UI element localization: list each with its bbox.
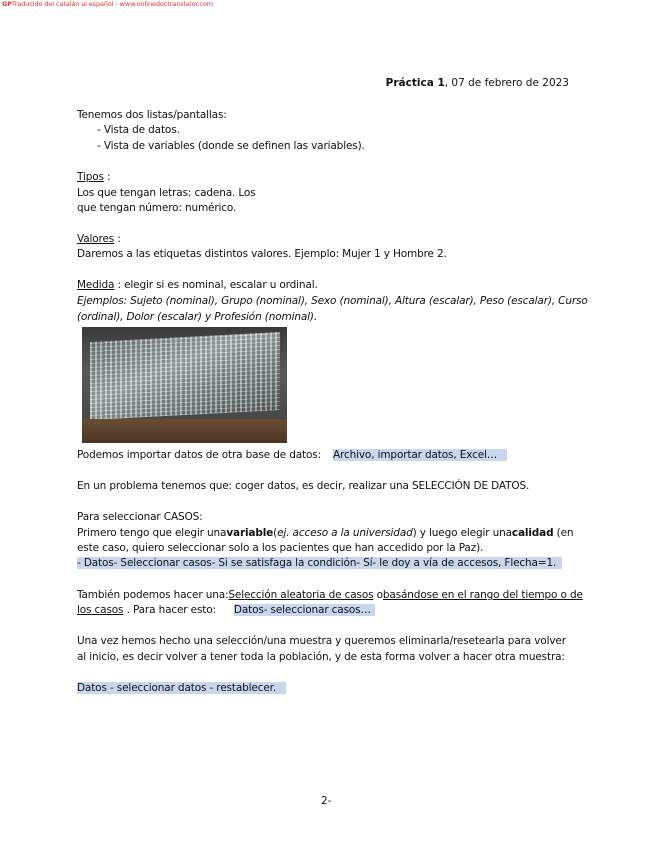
aleatoria-line: También podemos hacer una:Selección aleatoria de casos obasándose en el rango del tiempo o de [77, 589, 583, 601]
tipos-text: Los que tengan letras: cadena. Los [77, 187, 256, 199]
seleccion-line: En un problema tenemos que: coger datos, es decir, realizar una SELECCIÓN DE DATOS. [77, 480, 530, 492]
reset-steps: Datos - seleccionar datos - restablecer. [77, 682, 286, 694]
casos-steps: - Datos- Seleccionar casos- Si se satisfaga la condición- Sí- le doy a vía de accesos, Flecha=1. [77, 557, 562, 569]
import-line: Podemos importar datos de otra base de datos: Archivo, importar datos, Excel… [77, 449, 507, 461]
tipos-text: que tengan número: numérico. [77, 202, 237, 214]
import-highlight: Archivo, importar datos, Excel… [333, 449, 498, 461]
page-number: 2- [321, 795, 332, 807]
reset-line: Una vez hemos hecho una selección/una muestra y queremos eliminarla/resetearla para volver [77, 635, 566, 647]
casos-line: Primero tengo que elegir unavariable(ej. acceso a la universidad) y luego elegir unacalidad (en [77, 527, 574, 539]
translator-logo: GP [2, 0, 12, 8]
casos-heading: Para seleccionar CASOS: [77, 511, 203, 523]
photo-screen-content [90, 332, 280, 420]
intro-line: Tenemos dos listas/pantallas: [77, 109, 227, 121]
medida-heading: Medida : elegir si es nominal, escalar u ordinal. [77, 279, 318, 291]
tipos-heading: Tipos : [77, 171, 111, 183]
aleatoria-highlight: Datos- seleccionar casos… [233, 604, 371, 616]
document-date: Práctica 1, 07 de febrero de 2023 [385, 77, 569, 89]
translator-watermark [2, 0, 213, 8]
medida-example: Ejemplos: Sujeto (nominal), Grupo (nominal), Sexo (nominal), Altura (escalar), Peso (escalar), Curso [77, 295, 588, 307]
intro-item: - Vista de variables (donde se definen las variables). [97, 140, 365, 152]
aleatoria-line: los casos . Para hacer esto: Datos- seleccionar casos… [77, 604, 375, 616]
medida-example: (ordinal), Dolor (escalar) y Profesión (nominal). [77, 311, 318, 323]
intro-item: - Vista de datos. [97, 124, 180, 136]
casos-line: este caso, quiero seleccionar solo a los pacientes que han accedido por la Paz). [77, 542, 484, 554]
photo-desk [82, 419, 287, 443]
valores-text: Daremos a las etiquetas distintos valores. Ejemplo: Mujer 1 y Hombre 2. [77, 248, 447, 260]
watermark-text: Traducido del catalán al español - www.onlinedoctranslator.com [11, 0, 213, 8]
screen-photo [82, 327, 287, 443]
valores-heading: Valores : [77, 233, 121, 245]
reset-line: al inicio, es decir volver a tener toda la población, y de esta forma volver a hacer otra muestra: [77, 651, 565, 663]
